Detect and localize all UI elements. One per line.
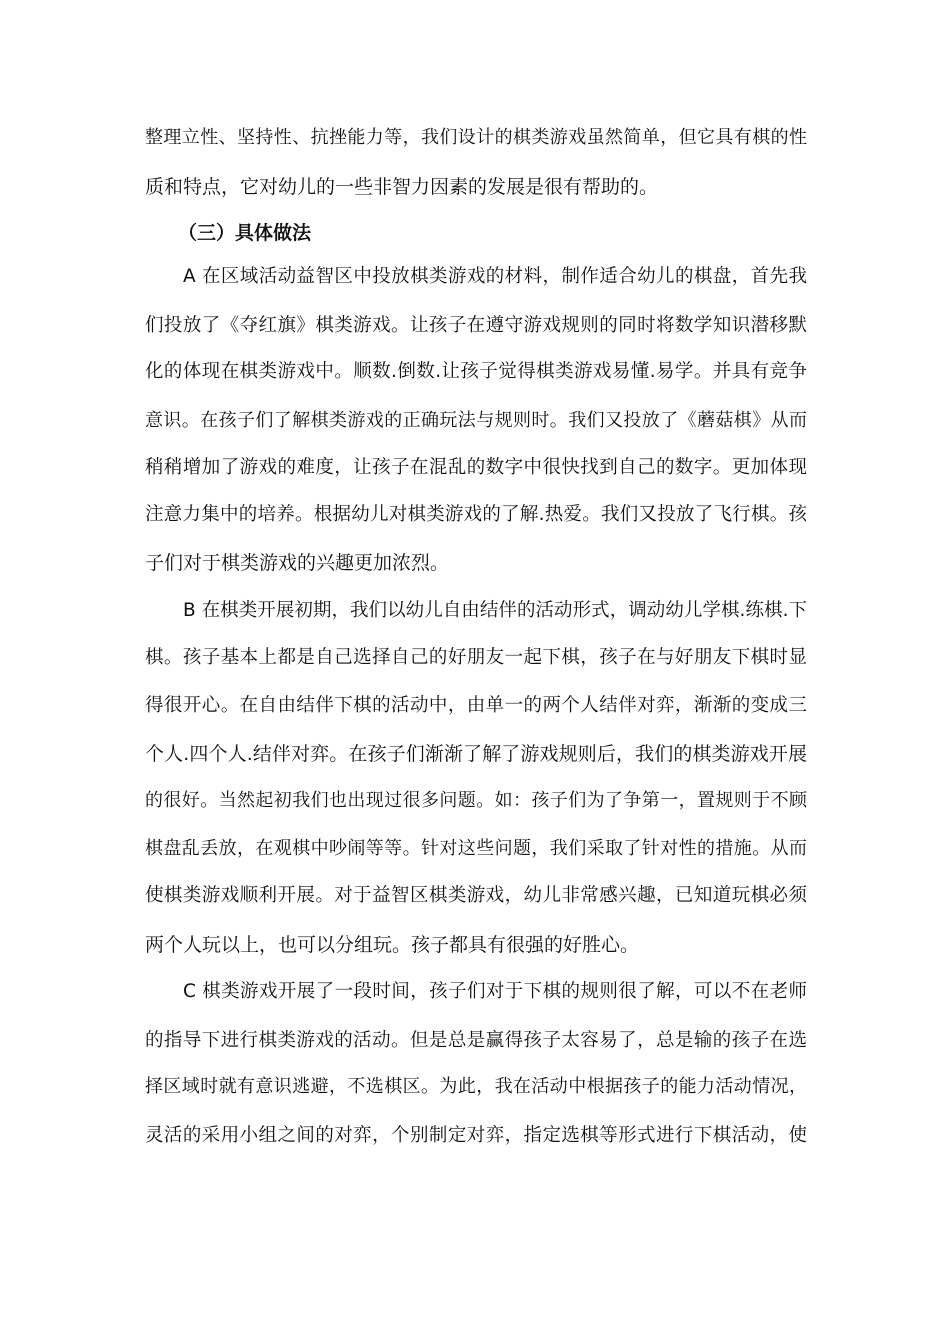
text-line: 棋。孩子基本上都是自己选择自己的好朋友一起下棋，孩子在与好朋友下棋时显 [145,647,807,668]
text-line: 灵活的采用小组之间的对弈，个别制定对弈，指定选棋等形式进行下棋活动，使 [145,1125,807,1146]
text-line: 择区域时就有意识逃避，不选棋区。为此，我在活动中根据孩子的能力活动情况， [145,1076,807,1097]
text-line: 们投放了《夺红旗》棋类游戏。让孩子在遵守游戏规则的同时将数学知识潜移默 [145,315,807,336]
text-line: 两个人玩以上，也可以分组玩。孩子都具有很强的好胜心。 [145,934,640,956]
section-heading: （三）具体做法 [178,222,312,244]
text-line: 使棋类游戏顺利开展。对于益智区棋类游戏，幼儿非常感兴趣，已知道玩棋必须 [145,885,807,906]
text-line: 棋盘乱丢放，在观棋中吵闹等等。针对这些问题，我们采取了针对性的措施。从而 [145,838,807,859]
text-line: 个人.四个人.结伴对弈。在孩子们渐渐了解了游戏规则后，我们的棋类游戏开展 [145,743,807,765]
text-line: 意识。在孩子们了解棋类游戏的正确玩法与规则时。我们又投放了《蘑菇棋》从而 [145,410,807,431]
text-line: 子们对于棋类游戏的兴趣更加浓烈。 [145,552,450,574]
text-line: 的指导下进行棋类游戏的活动。但是总是赢得孩子太容易了，总是输的孩子在选 [145,1030,807,1051]
text-line: 化的体现在棋类游戏中。顺数.倒数.让孩子觉得棋类游戏易懂.易学。并具有竞争 [145,361,807,382]
text-line: 得很开心。在自由结伴下棋的活动中，由单一的两个人结伴对弈，渐渐的变成三 [145,695,807,716]
text-line: 质和特点，它对幼儿的一些非智力因素的发展是很有帮助的。 [145,176,659,198]
text-line: 注意力集中的培养。根据幼儿对棋类游戏的了解.热爱。我们又投放了飞行棋。孩 [145,504,807,525]
text-line: 整理立性、坚持性、抗挫能力等，我们设计的棋类游戏虽然简单，但它具有棋的性 [145,127,807,148]
text-line: A 在区域活动益智区中投放棋类游戏的材料，制作适合幼儿的棋盘，首先我 [183,266,807,287]
text-line: C 棋类游戏开展了一段时间，孩子们对于下棋的规则很了解，可以不在老师 [183,981,807,1002]
text-line: B 在棋类开展初期，我们以幼儿自由结伴的活动形式，调动幼儿学棋.练棋.下 [183,600,807,621]
text-line: 稍稍增加了游戏的难度，让孩子在混乱的数字中很快找到自己的数字。更加体现 [145,457,807,478]
text-line: 的很好。当然起初我们也出现过很多问题。如：孩子们为了争第一，置规则于不顾 [145,790,807,811]
